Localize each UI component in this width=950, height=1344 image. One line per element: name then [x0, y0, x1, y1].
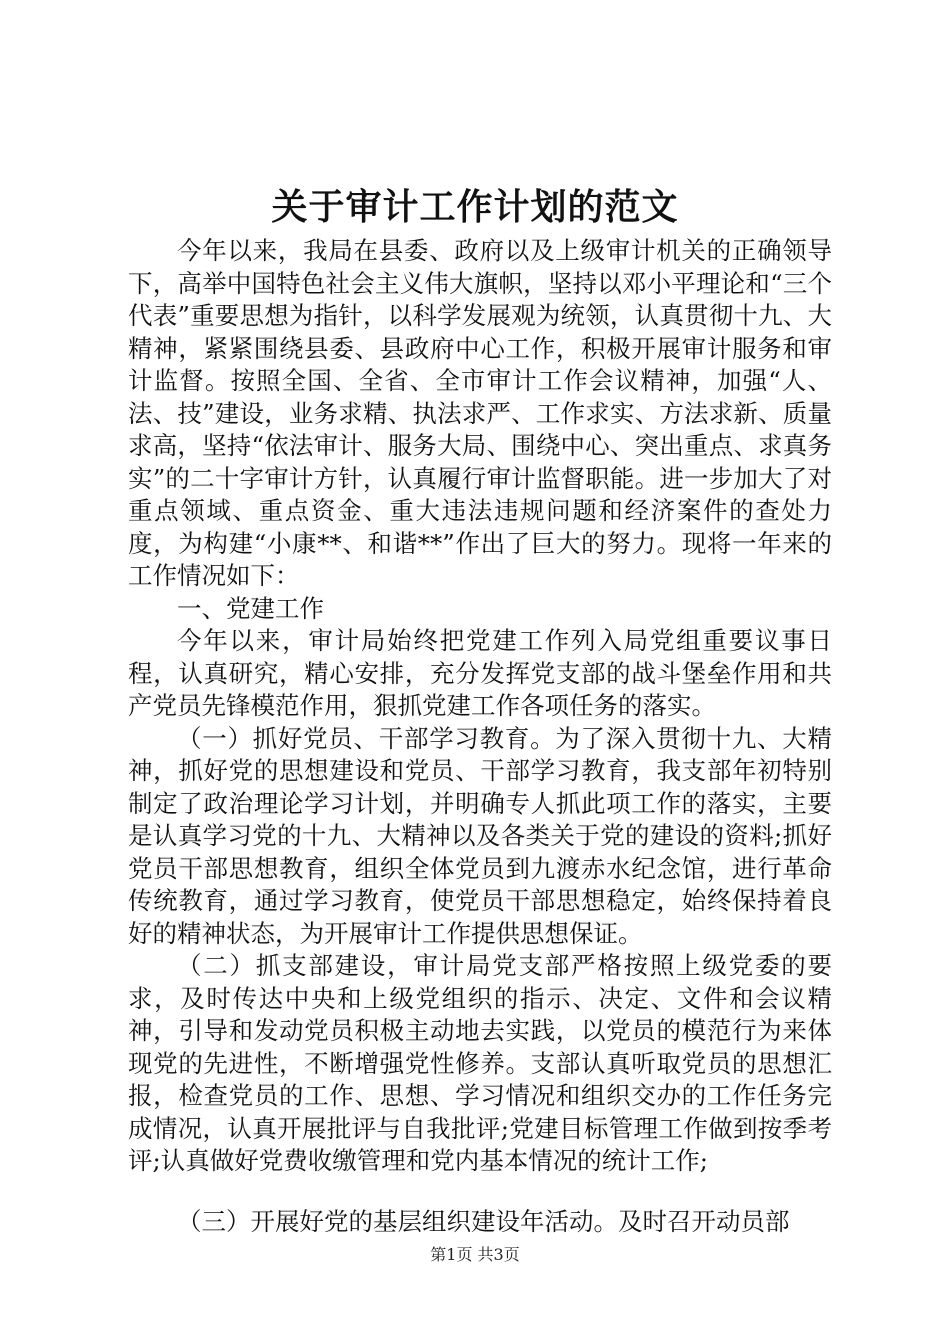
page-number-footer: 第1页 共3页 — [430, 1245, 520, 1264]
paragraph-study-education: （一）抓好党员、干部学习教育。为了深入贯彻十九、大精神，抓好党的思想建设和党员、干部学习教育，我支部年初特别制定了政治理论学习计划，并明确专人抓此项工作的落实，主要是认真学习党的十九、大精神以及各类关于党的建设的资料;抓好党员干部思想教育，组织全体党员到九渡赤水纪念馆，进行革命传统教育，通过学习教育，使党员干部思想稳定，始终保持着良好的精神状态，为开展审计工作提供思想保证。 — [128, 723, 832, 948]
document-title: 关于审计工作计划的范文 — [271, 186, 679, 228]
section-heading-party-building: 一、党建工作 — [177, 593, 324, 623]
paragraph-branch-building: （二）抓支部建设，审计局党支部严格按照上级党委的要求，及时传达中央和上级党组织的指示、决定、文件和会议精神，引导和发动党员积极主动地去实践，以党员的模范行为来体现党的先进性，不断增强党性修养。支部认真听取党员的思想汇报，检查党员的工作、思想、学习情况和组织交办的工作任务完成情况，认真开展批评与自我批评;党建目标管理工作做到按季考评;认真做好党费收缴管理和党内基本情况的统计工作; — [128, 951, 832, 1175]
document-body — [128, 235, 832, 1238]
paragraph-party-building-overview: 今年以来，审计局始终把党建工作列入局党组重要议事日程，认真研究，精心安排，充分发挥党支部的战斗堡垒作用和共产党员先锋模范作用，狠抓党建工作各项任务的落实。 — [128, 626, 832, 720]
paragraph-grassroots-organization: （三）开展好党的基层组织建设年活动。及时召开动员部 — [177, 1206, 790, 1236]
paragraph-intro: 今年以来，我局在县委、政府以及上级审计机关的正确领导下，高举中国特色社会主义伟大旗帜，坚持以邓小平理论和“三个代表”重要思想为指针，以科学发展观为统领，认真贯彻十九、大精神，紧紧围绕县委、县政府中心工作，积极开展审计服务和审计监督。按照全国、全省、全市审计工作会议精神，加强“人、法、技”建设，业务求精、执法求严、工作求实、方法求新、质量求高，坚持“依法审计、服务大局、围绕中心、突出重点、求真务实”的二十字审计方针，认真履行审计监督职能。进一步加大了对重点领域、重点资金、重大违法违规问题和经济案件的查处力度，为构建“小康**、和谐**”作出了巨大的努力。现将一年来的工作情况如下： — [128, 236, 832, 590]
